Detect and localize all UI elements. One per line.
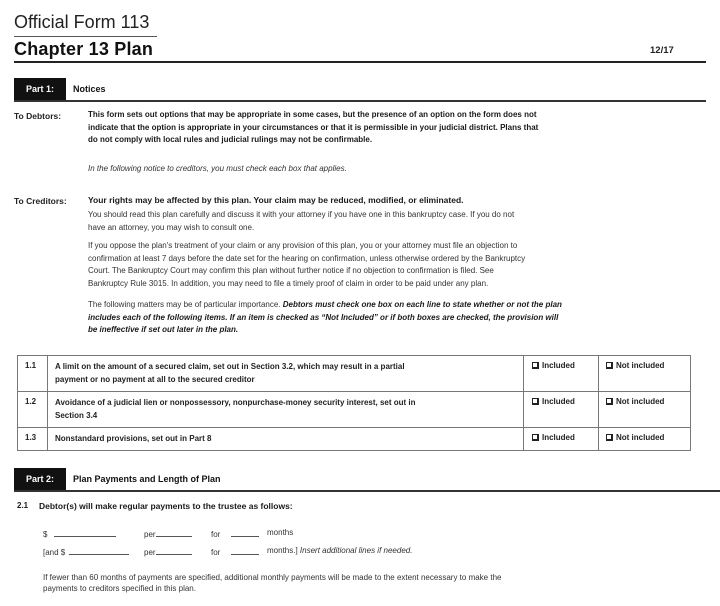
to-debtors-text [88,109,708,147]
item-2-1-text: Debtor(s) will make regular payments to the trustee as follows: [39,501,293,511]
checkbox-icon[interactable] [606,362,613,369]
to-debtors-line2: indicate that the option is appropriate in your circumstances or that it is permissible in your judicial district. Plans that [88,122,539,132]
months-count-field[interactable] [231,545,259,555]
notices-items-table [17,355,691,451]
p2-line1: If you oppose the plan's treatment of your claim or any provision of this plan, you or your attorney must file an objection to [88,241,518,250]
per-label: per [144,530,156,539]
months-label: months.] [267,546,298,555]
amount-field[interactable] [69,545,129,555]
item-number: 1.1 [25,361,37,370]
to-creditors-p3 [88,299,713,337]
item-number: 1.3 [25,433,37,442]
per-label: per [144,548,156,557]
part1-tag: Part 1: [14,78,66,100]
form-number: Official Form 113 [14,12,150,32]
included-checkbox[interactable] [532,361,575,370]
p3-bi-line2: includes each of the following items. If an item is checked as “Not Included” or if both boxes are checked, the provision will [88,312,559,322]
item-desc-line2: Section 3.4 [55,410,98,420]
to-debtors-instruction: In the following notice to creditors, you must check each box that applies. [88,164,347,173]
for-label: for [211,548,221,557]
included-checkbox[interactable] [532,433,575,442]
form-number-rule [14,36,157,37]
to-debtors-line1: This form sets out options that may be appropriate in some cases, but the presence of an option on the form does not [88,110,537,119]
part2-header [14,468,720,492]
p3-bi-line1: Debtors must check one box on each line to state whether or not the plan [282,300,562,309]
included-label: Included [542,433,575,442]
months-label: months [267,528,294,537]
for-label: for [211,530,221,539]
title-rule [14,61,706,63]
item-desc-line1: A limit on the amount of a secured claim, set out in Section 3.2, which may result in a partial [55,362,405,371]
part1-title: Notices [73,84,106,94]
table-row [18,356,690,391]
to-creditors-p1 [88,209,708,234]
item-description [55,397,515,422]
per-group-2 [144,545,192,560]
checkbox-icon[interactable] [532,398,539,405]
table-row [18,427,690,450]
not-included-label: Not included [616,433,665,442]
item-2-1-number: 2.1 [17,501,29,510]
to-debtors-line3: do not comply with local rules and judicial rulings may not be confirmable. [88,135,373,144]
footer-line2: payments to creditors specified in this plan. [43,584,196,593]
p3-plain: The following matters may be of particular importance. [88,300,283,309]
form-title: Chapter 13 Plan [14,39,154,59]
included-checkbox[interactable] [532,397,575,406]
p2-line3: Court. The Bankruptcy Court may confirm this plan without further notice if no objection to confirmation is filed. See [88,266,494,275]
part2-title: Plan Payments and Length of Plan [73,474,221,484]
to-creditors-label: To Creditors: [14,196,67,206]
not-included-checkbox[interactable] [606,397,664,406]
item-number: 1.2 [25,397,37,406]
payment-row-2 [43,545,129,560]
checkbox-icon[interactable] [532,362,539,369]
part1-header [14,78,706,102]
item-description [55,361,515,386]
table-row [18,391,690,427]
p1-line2: have an attorney, you may wish to consult one. [88,222,255,232]
item-desc-line2: payment or no payment at all to the secured creditor [55,374,255,384]
form-version: 12/17 [650,45,674,56]
not-included-label: Not included [616,361,665,370]
item-description [55,433,515,446]
not-included-checkbox[interactable] [606,433,664,442]
included-label: Included [542,361,575,370]
footer-line1: If fewer than 60 months of payments are specified, additional monthly payments will be made to the extent necessary to make the [43,573,502,582]
dollar-label: [and $ [43,548,66,557]
p1-line1: You should read this plan carefully and discuss it with your attorney if you have one in this bankruptcy case. If you do not [88,210,515,219]
not-included-label: Not included [616,397,665,406]
checkbox-icon[interactable] [606,398,613,405]
per-group-1 [144,527,192,542]
period-field[interactable] [156,545,192,555]
to-debtors-label: To Debtors: [14,111,62,121]
insert-lines-note: Insert additional lines if needed. [299,546,413,555]
to-creditors-p2 [88,240,708,290]
included-label: Included [542,397,575,406]
for-group-2 [211,545,259,560]
p2-line2: confirmation at least 7 days before the date set for the hearing on confirmation, unless otherwise ordered by the Bankruptcy [88,253,526,263]
p3-bi-line3: be ineffective if set out later in the plan. [88,325,239,334]
months-count-field[interactable] [231,527,259,537]
dollar-label: $ [43,530,48,539]
part2-tag: Part 2: [14,468,66,490]
months-group-2 [267,545,412,558]
checkbox-icon[interactable] [532,434,539,441]
not-included-checkbox[interactable] [606,361,664,370]
amount-field[interactable] [54,527,116,537]
period-field[interactable] [156,527,192,537]
for-group-1 [211,527,259,542]
payment-footer-text [43,572,713,594]
item-desc-line1: Avoidance of a judicial lien or nonpossessory, nonpurchase-money security interest, set out in [55,398,416,407]
p2-line4: Bankruptcy Rule 3015. In addition, you may need to file a timely proof of claim in order to be paid under any plan. [88,278,489,288]
to-creditors-heading: Your rights may be affected by this plan. Your claim may be reduced, modified, or eliminated. [88,195,464,205]
checkbox-icon[interactable] [606,434,613,441]
payment-row-1 [43,527,116,542]
item-desc-line1: Nonstandard provisions, set out in Part 8 [55,434,212,443]
